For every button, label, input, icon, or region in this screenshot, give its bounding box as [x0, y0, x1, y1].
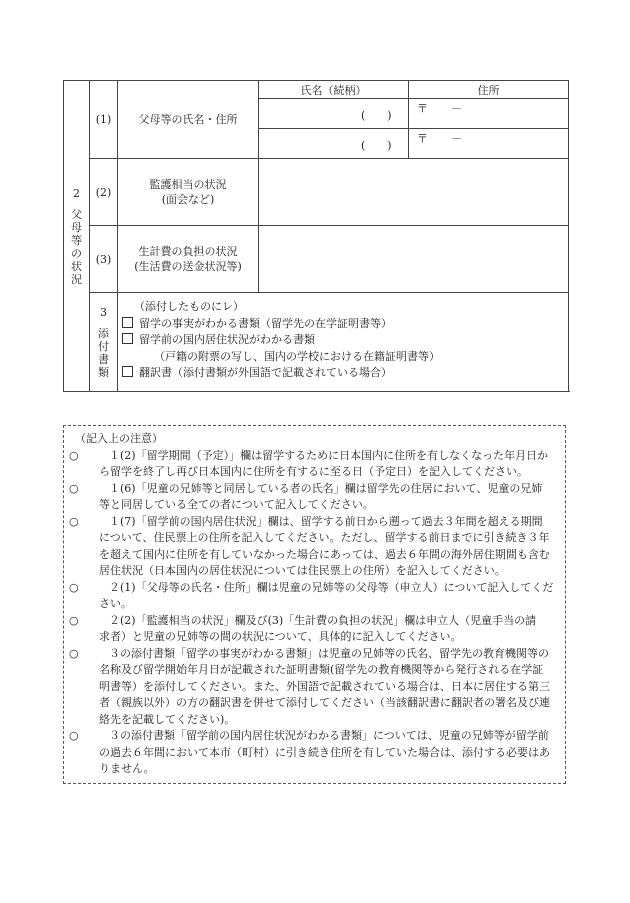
note-line: 名称及び留学開始年月日が記載された証明書類(留学先の教育機関等から発行される在学証	[99, 663, 544, 676]
parent-status-table	[63, 80, 569, 392]
note-line: を超えて国内に住所を有していなかった場合にあっては、過去６年間の海外居住期間も含む	[99, 547, 550, 561]
checkbox-icon[interactable]	[122, 366, 133, 377]
circle-bullet-icon: ○	[69, 580, 79, 594]
section3-title-char: 添	[98, 326, 109, 340]
relationship-parens: ( )	[361, 139, 392, 152]
attachment-item-residence-proof[interactable]	[122, 332, 562, 349]
note-line: 絡先を記載してください)。	[99, 712, 236, 726]
attachment-item-translation[interactable]	[122, 365, 562, 382]
note-line: りません。	[99, 762, 155, 775]
item2-index: (2)	[90, 159, 118, 226]
custody-status-field[interactable]	[259, 159, 569, 226]
section3-number: 3	[100, 305, 107, 319]
section2-title-char: 等	[71, 233, 82, 247]
postal-dash: －	[451, 102, 462, 115]
note-line: について、住民票上の住所を記入してください。ただし、留学する前日までに引き続き３年	[99, 531, 550, 544]
postal-mark: 〒	[417, 132, 428, 145]
note-line: の過去６年間において本市（町村）に引き続き住所を有していた場合は、添付する必要はあ	[99, 745, 550, 759]
circle-bullet-icon: ○	[69, 514, 79, 528]
attachment-label: 翻訳書（添付書類が外国語で記載されている場合）	[139, 366, 392, 379]
circle-bullet-icon: ○	[69, 646, 79, 660]
section2-title-char: 況	[71, 272, 82, 286]
section2-title-char: 状	[71, 259, 82, 273]
section2-number: 2	[73, 186, 80, 200]
parent2-name-field[interactable]	[259, 129, 409, 159]
attachment-item-study-proof[interactable]	[122, 316, 562, 333]
note-line: 求者）と児童の兄姉等の間の状況について、具体的に記入してください。	[99, 630, 462, 643]
attachments-checklist	[118, 293, 569, 392]
section3-title-char: 付	[98, 339, 109, 353]
note-item	[69, 613, 560, 646]
note-item	[69, 728, 560, 778]
note-line: 等と同居している全ての者について記入してください。	[99, 498, 374, 511]
section3-title-char: 書	[98, 352, 109, 366]
section2-title-char: 父	[71, 207, 82, 221]
attachment-label: 留学の事実がわかる書類（留学先の在学証明書等）	[139, 316, 392, 330]
circle-bullet-icon: ○	[69, 613, 79, 627]
checkbox-icon[interactable]	[122, 333, 133, 344]
item3-label-line: (生活費の送金状況等)	[134, 260, 242, 273]
note-item	[69, 448, 560, 481]
attachment-item-residence-examples: （戸籍の附票の写し、国内の学校における在籍証明書等）	[154, 349, 440, 363]
address-column-header: 住所	[409, 81, 569, 99]
postal-dash: －	[451, 132, 462, 145]
note-line: ３の添付書類「留学の事実がわかる書類」は児童の兄姉等の氏名、留学先の教育機関等の	[109, 646, 549, 660]
name-column-header: 氏名（続柄）	[259, 81, 409, 99]
circle-bullet-icon: ○	[69, 448, 79, 462]
postal-mark: 〒	[417, 102, 428, 115]
note-line: 居住状況（日本国内の居住状況については住民票上の住所）を記入してください。	[99, 564, 506, 577]
note-line: さい。	[99, 597, 132, 610]
circle-bullet-icon: ○	[69, 729, 79, 742]
note-line: 者（親族以外）の方の翻訳書を併せて添付してください（当該翻訳書に翻訳者の署名及び連	[99, 696, 550, 709]
circle-bullet-icon: ○	[69, 481, 79, 495]
section2-title-char: の	[71, 246, 82, 260]
note-line: ら留学を終了し再び日本国内に住所を有するに至る日（予定日）を記入してください。	[99, 465, 528, 478]
note-item	[69, 646, 560, 729]
item2-label-line: 監護相当の状況	[149, 178, 227, 191]
item2-label-line: (面会など)	[161, 193, 215, 206]
item1-label: 父母等の氏名・住所	[118, 81, 259, 159]
item1-index: (1)	[90, 81, 118, 159]
section3-title-char: 類	[98, 365, 109, 379]
note-line: ２(2)「監護相当の状況」欄及び(3)「生計費の負担の状況」欄は申立人（児童手当の請	[109, 613, 537, 627]
section2-title-char: 母	[71, 220, 82, 234]
note-line: １(7)「留学前の国内居住状況」欄は、留学する前日から遡って過去３年間を超える期間	[109, 514, 543, 528]
attachment-label: 留学前の国内居住状況がわかる書類	[139, 333, 315, 346]
note-line: ２(1)「父母等の氏名・住所」欄は児童の兄姉等の父母等（申立人）について記入してくだ	[109, 580, 554, 594]
note-line: 明書等）を添付してください。また、外国語で記載されている場合は、日本に居住する第三	[99, 679, 550, 693]
notes-box	[63, 425, 566, 784]
item2-label	[118, 159, 259, 226]
note-line: １(2)「留学期間（予定）」欄は留学するために日本国内に住所を有しなくなった年月日か	[109, 448, 549, 462]
note-line: １(6)「児童の兄姉等と同居している者の氏名」欄は留学先の住居において、児童の兄姉	[109, 481, 543, 495]
parent1-name-field[interactable]	[259, 99, 409, 129]
parent2-address-field[interactable]	[409, 129, 569, 159]
parent1-address-field[interactable]	[409, 99, 569, 129]
item3-index: (3)	[90, 226, 118, 293]
notes-title: （記入上の注意）	[75, 432, 163, 445]
living-expense-field[interactable]	[259, 226, 569, 293]
relationship-parens: ( )	[361, 109, 392, 122]
section3-label	[90, 293, 118, 392]
section2-label	[64, 81, 90, 392]
item3-label	[118, 226, 259, 293]
item3-label-line: 生計費の負担の状況	[138, 245, 238, 258]
note-item	[69, 481, 560, 514]
checkbox-icon[interactable]	[122, 317, 133, 328]
note-item	[69, 514, 560, 580]
note-line: ３の添付書類「留学前の国内居住状況がわかる書類」については、児童の兄姉等が留学前	[109, 729, 549, 742]
note-item	[69, 580, 560, 613]
attachments-instruction: （添付したものにレ）	[134, 300, 244, 313]
